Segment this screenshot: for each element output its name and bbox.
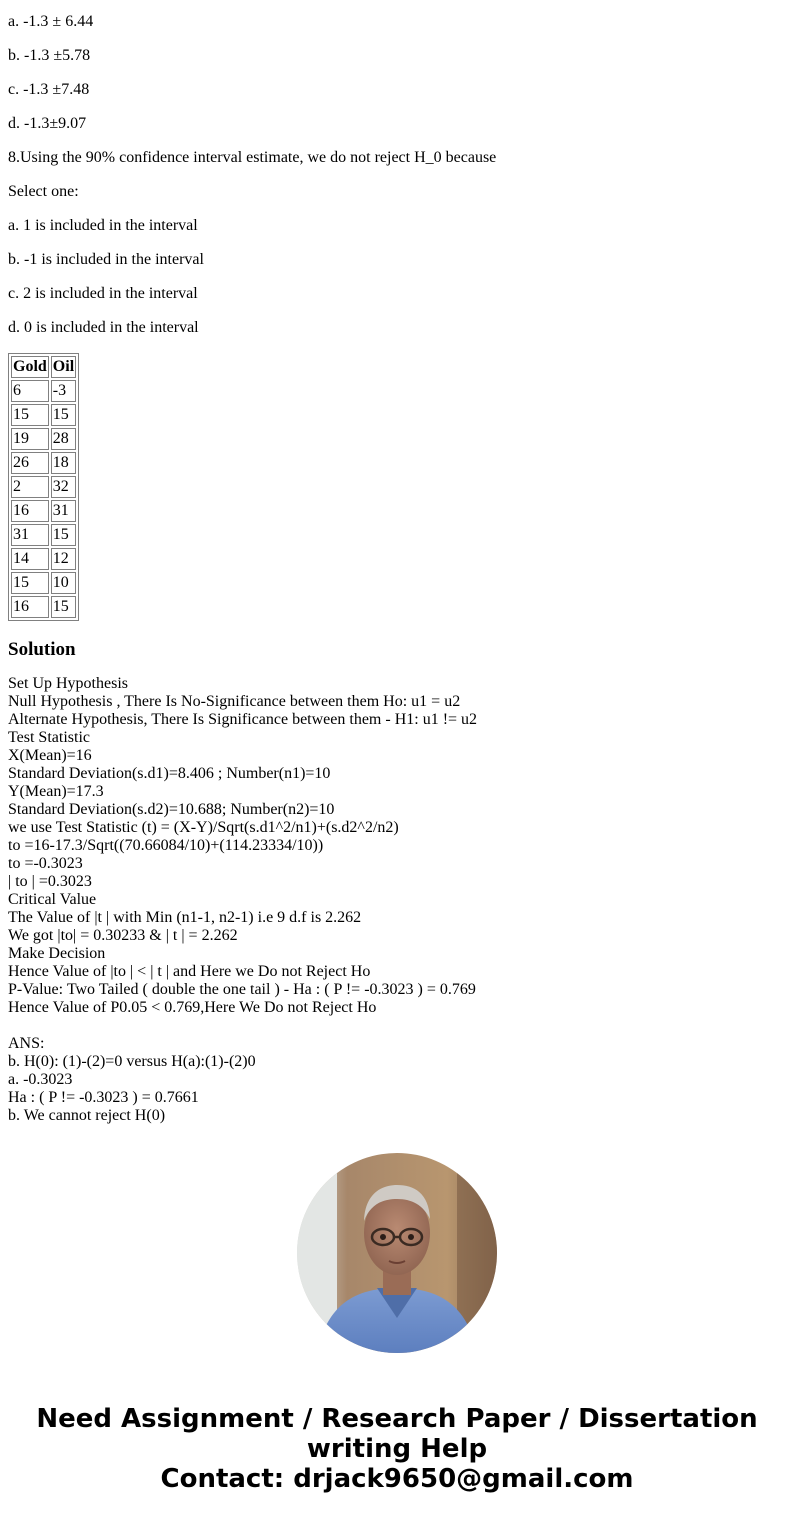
solution-body xyxy=(8,675,786,1017)
cell-oil: 32 xyxy=(51,476,76,498)
table-row xyxy=(11,548,76,570)
select-one-label: Select one: xyxy=(8,183,79,200)
solution-line: We got |to| = 0.30233 & | t | = 2.262 xyxy=(8,927,238,944)
footer-contact: Contact: drjack9650@gmail.com xyxy=(160,1464,634,1494)
solution-line: | to | =0.3023 xyxy=(8,873,92,890)
header-gold: Gold xyxy=(11,356,49,378)
solution-line: P-Value: Two Tailed ( double the one tail ) - Ha : ( P != -0.3023 ) = 0.769 xyxy=(8,981,476,998)
cell-oil: 28 xyxy=(51,428,76,450)
cell-oil: 31 xyxy=(51,500,76,522)
solution-heading: Solution xyxy=(8,639,76,660)
solution-line: we use Test Statistic (t) = (X-Y)/Sqrt(s.d1^2/n1)+(s.d2^2/n2) xyxy=(8,819,399,836)
cell-oil: 15 xyxy=(51,404,76,426)
cell-gold: 14 xyxy=(11,548,49,570)
cell-gold: 15 xyxy=(11,404,49,426)
option-d: d. -1.3±9.07 xyxy=(8,115,87,132)
footer-line-2: writing Help xyxy=(306,1434,488,1464)
solution-line: Hence Value of P0.05 < 0.769,Here We Do not Reject Ho xyxy=(8,999,377,1016)
q8-option-c: c. 2 is included in the interval xyxy=(8,285,198,302)
footer-banner xyxy=(0,1404,794,1494)
solution-line: to =-0.3023 xyxy=(8,855,83,872)
cell-oil: 15 xyxy=(51,596,76,618)
cell-gold: 26 xyxy=(11,452,49,474)
author-portrait-image xyxy=(297,1153,497,1353)
solution-line: Standard Deviation(s.d1)=8.406 ; Number(n1)=10 xyxy=(8,765,331,782)
cell-gold: 31 xyxy=(11,524,49,546)
solution-line: Y(Mean)=17.3 xyxy=(8,783,104,800)
option-a: a. -1.3 ± 6.44 xyxy=(8,13,94,30)
table-row xyxy=(11,452,76,474)
answer-line: b. We cannot reject H(0) xyxy=(8,1107,166,1124)
solution-line: The Value of |t | with Min (n1-1, n2-1) i.e 9 d.f is 2.262 xyxy=(8,909,362,926)
cell-gold: 2 xyxy=(11,476,49,498)
table-row xyxy=(11,428,76,450)
table-row xyxy=(11,524,76,546)
solution-line: Set Up Hypothesis xyxy=(8,675,128,692)
cell-gold: 6 xyxy=(11,380,49,402)
cell-gold: 19 xyxy=(11,428,49,450)
option-b: b. -1.3 ±5.78 xyxy=(8,47,91,64)
solution-line: X(Mean)=16 xyxy=(8,747,92,764)
answer-line: ANS: xyxy=(8,1035,45,1052)
table-row xyxy=(11,596,76,618)
footer-line-1: Need Assignment / Research Paper / Dissertation xyxy=(36,1404,758,1434)
solution-line: Critical Value xyxy=(8,891,97,908)
q8-option-d: d. 0 is included in the interval xyxy=(8,319,199,336)
table-row xyxy=(11,404,76,426)
cell-gold: 16 xyxy=(11,500,49,522)
solution-line: to =16-17.3/Sqrt((70.66084/10)+(114.23334/10)) xyxy=(8,837,324,854)
header-oil: Oil xyxy=(51,356,76,378)
option-c: c. -1.3 ±7.48 xyxy=(8,81,90,98)
cell-oil: 15 xyxy=(51,524,76,546)
question7-options xyxy=(8,5,786,141)
answer-line: b. H(0): (1)-(2)=0 versus H(a):(1)-(2)0 xyxy=(8,1053,256,1070)
solution-line: Standard Deviation(s.d2)=10.688; Number(n2)=10 xyxy=(8,801,335,818)
answer-line: a. -0.3023 xyxy=(8,1071,73,1088)
solution-line: Make Decision xyxy=(8,945,106,962)
question8-text: 8.Using the 90% confidence interval estimate, we do not reject H_0 because xyxy=(8,149,497,166)
table-header-row xyxy=(11,356,76,378)
cell-oil: 10 xyxy=(51,572,76,594)
solution-line: Test Statistic xyxy=(8,729,90,746)
cell-gold: 16 xyxy=(11,596,49,618)
cell-oil: -3 xyxy=(51,380,76,402)
cell-oil: 18 xyxy=(51,452,76,474)
table-row xyxy=(11,476,76,498)
gold-oil-table xyxy=(8,353,79,621)
answer-block xyxy=(8,1035,786,1125)
cell-gold: 15 xyxy=(11,572,49,594)
solution-line: Null Hypothesis , There Is No-Significance between them Ho: u1 = u2 xyxy=(8,693,461,710)
solution-line: Hence Value of |to | < | t | and Here we Do not Reject Ho xyxy=(8,963,371,980)
table-row xyxy=(11,500,76,522)
question8 xyxy=(8,141,786,345)
table-row xyxy=(11,572,76,594)
q8-option-a: a. 1 is included in the interval xyxy=(8,217,198,234)
table-row xyxy=(11,380,76,402)
answer-line: Ha : ( P != -0.3023 ) = 0.7661 xyxy=(8,1089,199,1106)
solution-line: Alternate Hypothesis, There Is Significance between them - H1: u1 != u2 xyxy=(8,711,478,728)
q8-option-b: b. -1 is included in the interval xyxy=(8,251,204,268)
author-avatar xyxy=(297,1153,497,1353)
cell-oil: 12 xyxy=(51,548,76,570)
